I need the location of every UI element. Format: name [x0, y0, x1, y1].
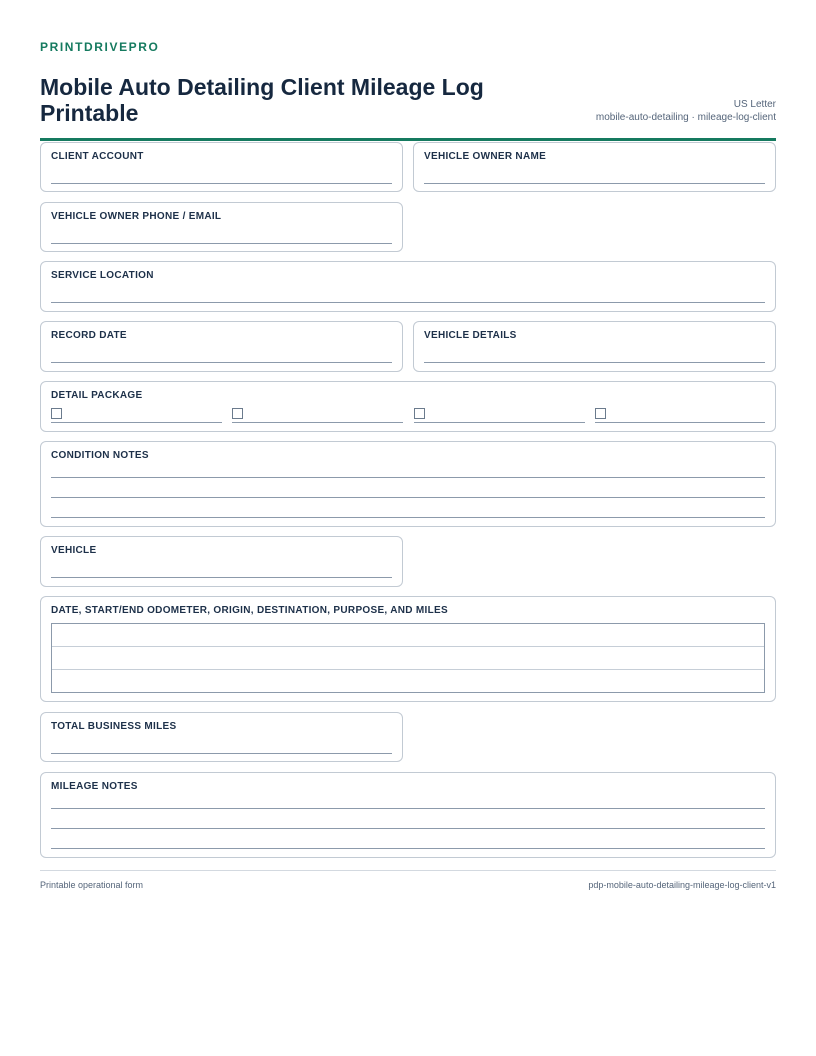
- form-id: pdp-mobile-auto-detailing-mileage-log-client-v1: [588, 880, 776, 890]
- checkbox[interactable]: [414, 408, 425, 419]
- paper-size: US Letter: [733, 99, 776, 110]
- table-row[interactable]: [52, 624, 764, 647]
- field-label: CONDITION NOTES: [51, 450, 149, 461]
- page-title: Mobile Auto Detailing Client Mileage Log Printable: [40, 74, 484, 126]
- condition-notes-field[interactable]: [40, 441, 776, 527]
- option-write-line[interactable]: [232, 422, 403, 423]
- checkbox[interactable]: [595, 408, 606, 419]
- write-line[interactable]: [51, 828, 765, 829]
- write-line[interactable]: [51, 808, 765, 809]
- field-label: TOTAL BUSINESS MILES: [51, 721, 177, 732]
- field-label: VEHICLE OWNER PHONE / EMAIL: [51, 211, 222, 222]
- field-label: SERVICE LOCATION: [51, 270, 154, 281]
- write-line[interactable]: [51, 243, 392, 244]
- vehicle-owner-name-field[interactable]: [413, 142, 776, 192]
- brand-name: PRINTDRIVEPRO: [40, 40, 160, 54]
- option-write-line[interactable]: [51, 422, 222, 423]
- field-label: DATE, START/END ODOMETER, ORIGIN, DESTINATION, PURPOSE, AND MILES: [51, 605, 448, 616]
- detail-package-field: [40, 381, 776, 432]
- document-meta: [596, 98, 776, 124]
- field-label: RECORD DATE: [51, 330, 127, 341]
- write-line[interactable]: [424, 183, 765, 184]
- detail-package-option[interactable]: [51, 408, 222, 423]
- form-page: [40, 40, 776, 141]
- write-line[interactable]: [51, 183, 392, 184]
- page-footer: [40, 870, 776, 890]
- footer-caption: Printable operational form: [40, 880, 144, 890]
- client-account-field[interactable]: [40, 142, 403, 192]
- write-line[interactable]: [51, 477, 765, 478]
- checkbox[interactable]: [232, 408, 243, 419]
- write-line[interactable]: [51, 302, 765, 303]
- field-label: DETAIL PACKAGE: [51, 390, 143, 401]
- detail-package-option[interactable]: [414, 408, 585, 423]
- checkbox[interactable]: [51, 408, 62, 419]
- field-label: MILEAGE NOTES: [51, 781, 138, 792]
- write-line[interactable]: [51, 848, 765, 849]
- form-header: [40, 54, 776, 141]
- trip-log-table: [51, 623, 765, 693]
- detail-package-option[interactable]: [595, 408, 765, 423]
- field-label: VEHICLE OWNER NAME: [424, 151, 547, 162]
- vehicle-details-field[interactable]: [413, 321, 776, 372]
- write-line[interactable]: [51, 497, 765, 498]
- record-date-field[interactable]: [40, 321, 403, 372]
- vehicle-owner-contact-field[interactable]: [40, 202, 403, 252]
- field-label: CLIENT ACCOUNT: [51, 151, 144, 162]
- option-write-line[interactable]: [414, 422, 585, 423]
- field-label: VEHICLE DETAILS: [424, 330, 517, 341]
- write-line[interactable]: [51, 753, 392, 754]
- write-line[interactable]: [51, 577, 392, 578]
- write-line[interactable]: [51, 517, 765, 518]
- field-label: VEHICLE: [51, 545, 97, 556]
- table-row[interactable]: [52, 670, 764, 693]
- vehicle-field[interactable]: [40, 536, 403, 587]
- mileage-notes-field[interactable]: [40, 772, 776, 858]
- total-business-miles-field[interactable]: [40, 712, 403, 762]
- write-line[interactable]: [424, 362, 765, 363]
- document-slug: mobile-auto-detailing · mileage-log-client: [595, 112, 776, 123]
- trip-log-field: [40, 596, 776, 702]
- detail-package-option[interactable]: [232, 408, 403, 423]
- service-location-field[interactable]: [40, 261, 776, 312]
- write-line[interactable]: [51, 362, 392, 363]
- table-row[interactable]: [52, 647, 764, 670]
- option-write-line[interactable]: [595, 422, 765, 423]
